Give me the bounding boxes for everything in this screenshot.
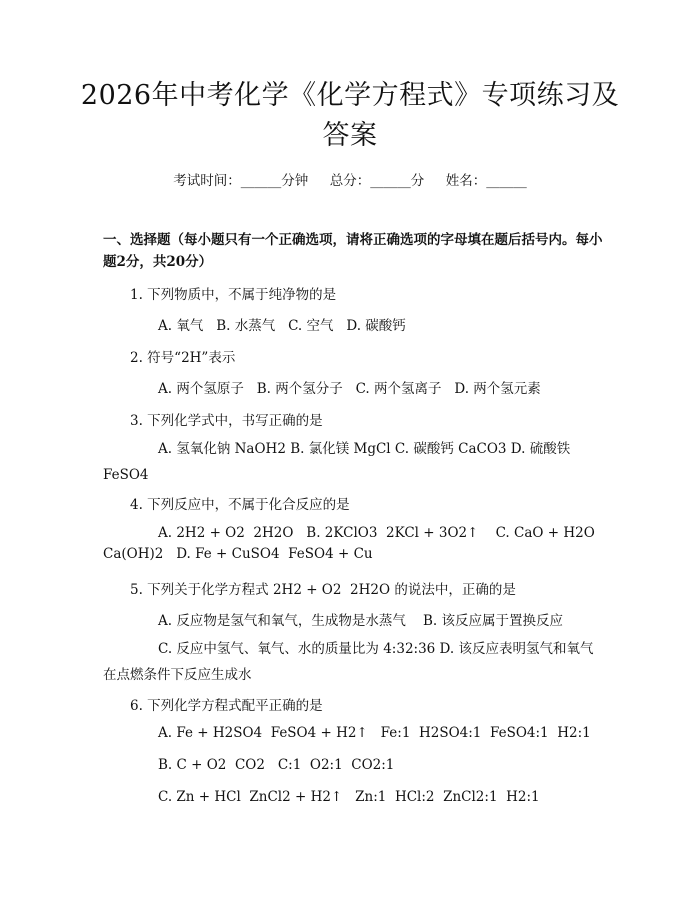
question-6-stem: 6. 下列化学方程式配平正确的是 xyxy=(130,698,323,714)
question-6-option-b: B. C + O2 CO2 C:1 O2:1 CO2:1 xyxy=(158,757,395,773)
question-6-option-a: A. Fe + H2SO4 FeSO4 + H2↑ Fe:1 H2SO4:1 FeSO4:1 H2:1 xyxy=(158,725,591,741)
question-3-options: A. 氢氧化钠 NaOH2 B. 氯化镁 MgCl C. 碳酸钙 CaCO3 D. 硫酸铁 FeSO4 xyxy=(103,441,571,483)
question-5-options-line1: A. 反应物是氢气和氧气，生成物是水蒸气 B. 该反应属于置换反应 xyxy=(158,613,563,629)
question-5-stem: 5. 下列关于化学方程式 2H2 + O2 2H2O 的说法中，正确的是 xyxy=(130,582,516,598)
question-4-stem: 4. 下列反应中，不属于化合反应的是 xyxy=(130,497,350,513)
question-5-options-line2: C. 反应中氢气、氧气、水的质量比为 4:32:36 D. 该反应表明氢气和氧气在点燃条件下反应生成水 xyxy=(103,641,594,683)
question-2-options: A. 两个氢原子 B. 两个氢分子 C. 两个氢离子 D. 两个氢元素 xyxy=(158,381,541,397)
document-title: 2026年中考化学《化学方程式》专项练习及答案 xyxy=(80,80,620,151)
section-heading: 一、选择题（每小题只有一个正确选项，请将正确选项的字母填在题后括号内。每小题2分，共20分） xyxy=(103,232,603,270)
question-6-option-c: C. Zn + HCl ZnCl2 + H2↑ Zn:1 HCl:2 ZnCl2:1 H2:1 xyxy=(158,789,540,805)
question-3-stem: 3. 下列化学式中，书写正确的是 xyxy=(130,413,323,429)
question-4-options-line1: A. 2H2 + O2 2H2O B. 2KClO3 2KCl + 3O2↑ C. CaO + H2O xyxy=(158,525,595,541)
question-1-stem: 1. 下列物质中，不属于纯净物的是 xyxy=(130,287,337,303)
question-4-options-line2: Ca(OH)2 D. Fe + CuSO4 FeSO4 + Cu xyxy=(103,546,373,562)
question-1-options: A. 氧气 B. 水蒸气 C. 空气 D. 碳酸钙 xyxy=(158,318,406,334)
exam-info-line: 考试时间：______分钟 总分：______分 姓名：______ xyxy=(173,173,527,189)
question-2-stem: 2. 符号“2H”表示 xyxy=(130,350,236,366)
